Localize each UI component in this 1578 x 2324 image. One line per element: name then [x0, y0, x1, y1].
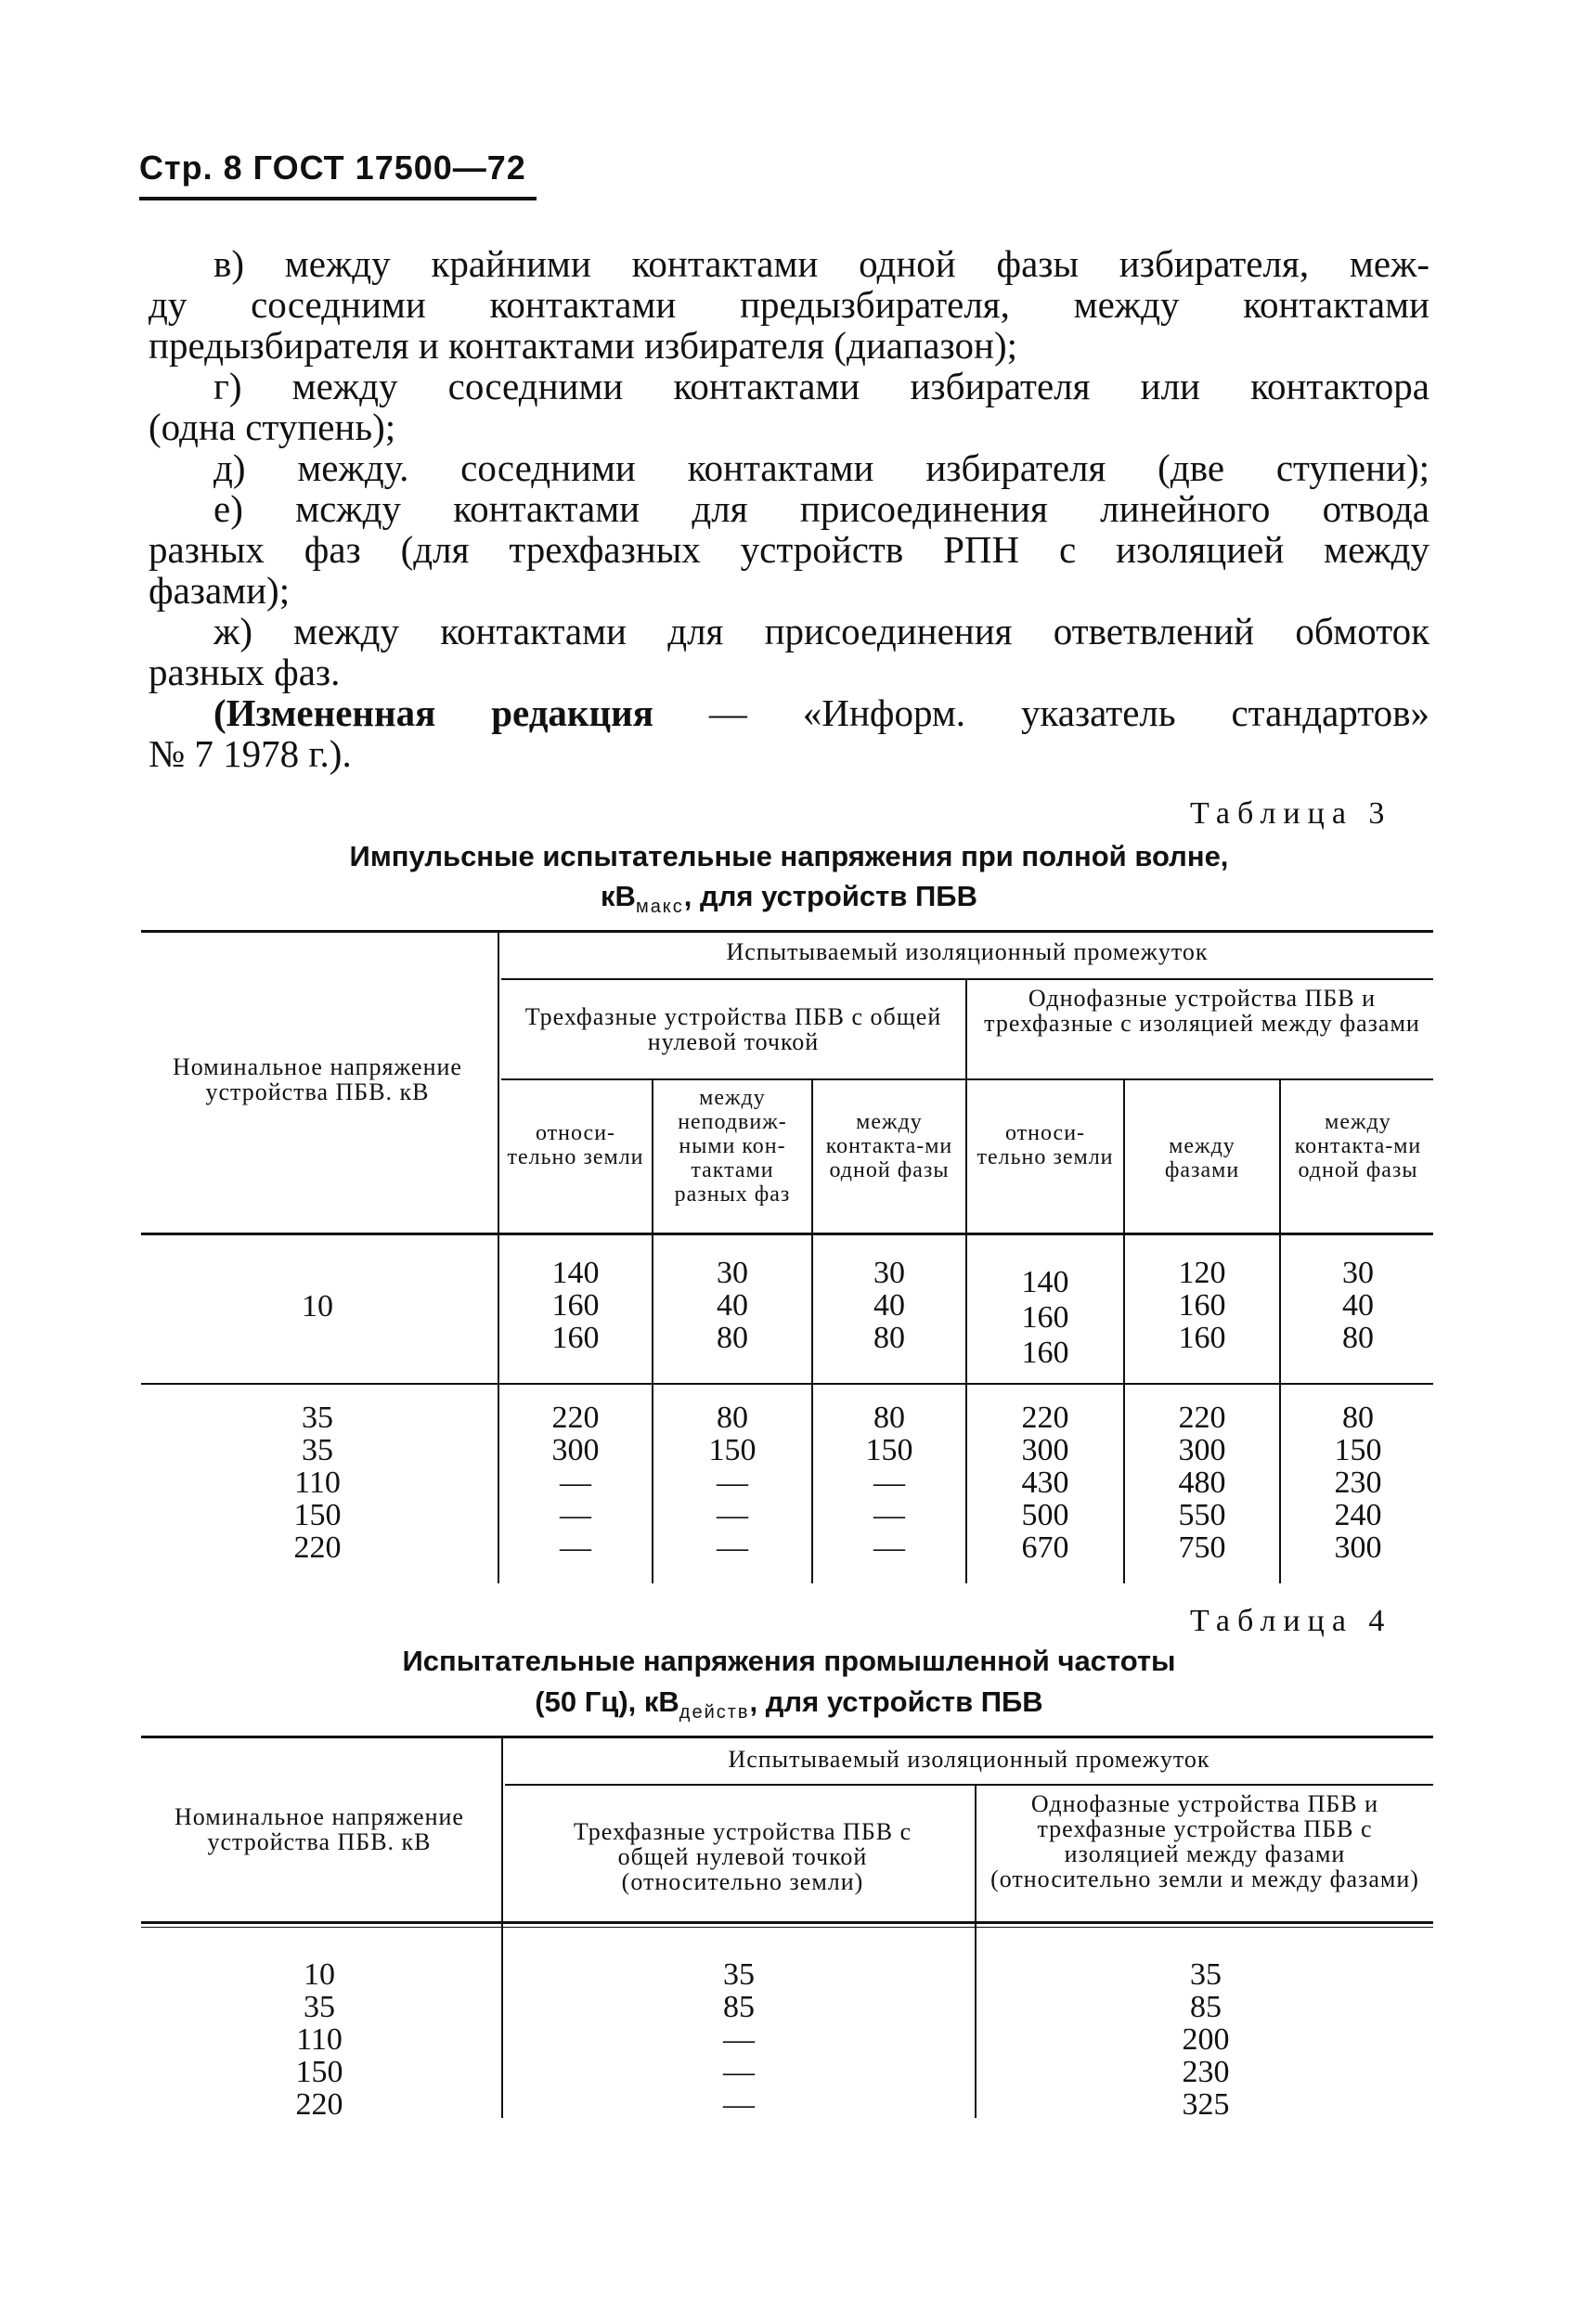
header-rule [139, 197, 537, 200]
table4-value: 85 [1190, 1990, 1222, 2024]
table4-voltage: 150 [295, 2055, 343, 2089]
text-line: д) между. соседними контактами избирателя (две ступени); [213, 446, 1429, 489]
table4-vline [975, 1786, 977, 2118]
table4-title-unit: (50 Гц), кВ [535, 1685, 679, 1718]
text-line: г) между соседними контактами избирателя или контактора [213, 365, 1429, 407]
table3-column [815, 1257, 964, 1354]
table3-column [1127, 1257, 1277, 1354]
table3-value: 40 [717, 1288, 748, 1323]
table3-title-unit: кВ [601, 880, 636, 912]
table3-value: 160 [1021, 1336, 1069, 1370]
table3-column [501, 1257, 650, 1354]
table3-voltage: 35 [302, 1401, 333, 1435]
table3-value: 80 [717, 1401, 748, 1435]
table3-voltage: 220 [293, 1530, 342, 1565]
table4-voltage: 10 [304, 1957, 335, 1992]
table4-voltage: 220 [295, 2087, 343, 2122]
table3-section-rule [141, 1383, 1433, 1385]
edition-note [149, 692, 1429, 733]
page-header: Стр. 8 ГОСТ 17500—72 [139, 148, 526, 187]
table3-value: 120 [1178, 1256, 1226, 1290]
table4-vline [501, 1737, 503, 2118]
table3-title-line2 [139, 880, 1439, 918]
table3-value: 240 [1334, 1498, 1382, 1532]
edition-rest: — «Информ. указатель стандартов» [653, 691, 1429, 734]
table3-value: — [560, 1498, 591, 1532]
table3-value: 480 [1178, 1465, 1226, 1500]
table3-value: 160 [551, 1321, 600, 1355]
table3-header-rule [141, 1233, 1433, 1235]
table3-value: 230 [1334, 1465, 1382, 1500]
table3-vline [1123, 1080, 1125, 1583]
table3-group2: Однофазные устройства ПБВ и трехфазные с изоляцией между фазами [984, 985, 1420, 1037]
table3-value: 160 [551, 1288, 600, 1323]
table3-value: — [717, 1498, 748, 1532]
table3-voltage: 150 [293, 1498, 342, 1532]
table3-value: 300 [551, 1433, 600, 1467]
table4-voltage: 35 [304, 1990, 335, 2024]
table3-value: 80 [1342, 1401, 1374, 1435]
table4-value: 200 [1182, 2022, 1230, 2057]
table3-column [655, 1257, 809, 1354]
table3-rule [501, 978, 1433, 980]
table3-voltage-column [141, 1401, 494, 1564]
table4-value: — [723, 2055, 755, 2089]
table4-col2-header: Однофазные устройства ПБВ и трехфазные устройства ПБВ с изоляцией между фазами (относительно земли и между фазами) [990, 1790, 1419, 1892]
table3-value: — [873, 1530, 905, 1565]
text-line: разных фаз (для трехфазных устройств РПН с изоляцией между [149, 528, 1429, 571]
table3-column [815, 1401, 964, 1564]
table3-top-rule [141, 930, 1433, 933]
table4-column [978, 1958, 1433, 2121]
table3-value: 300 [1178, 1433, 1226, 1467]
table4-title-rest: , для устройств ПБВ [749, 1685, 1043, 1718]
table3-value: 220 [1178, 1401, 1226, 1435]
table3-column [1283, 1401, 1433, 1564]
table3-title-line1: Импульсные испытательные напряжения при полной волне, [349, 840, 1229, 872]
table3-value: 40 [873, 1288, 905, 1323]
edition-bold: (Измененная редакция [213, 691, 653, 734]
table4-label: Таблица 4 [1190, 1604, 1392, 1638]
table3-value: — [717, 1530, 748, 1565]
table3-value: 550 [1178, 1498, 1226, 1532]
table4-value: 35 [723, 1957, 755, 1992]
table3-label: Таблица 3 [1190, 796, 1392, 831]
table3-vline [498, 932, 499, 1583]
table3-voltage: 10 [302, 1289, 333, 1323]
table4-top-rule [141, 1736, 1433, 1738]
table3-vline [652, 1080, 653, 1583]
table3-column [501, 1401, 650, 1564]
table3-value: 160 [1178, 1321, 1226, 1355]
table3-column [969, 1266, 1121, 1372]
table3-col-header: между фазами [1164, 1134, 1240, 1182]
table3-value: 140 [1021, 1265, 1069, 1299]
table4-col1-header: Трехфазные устройства ПБВ с общей нулевой точкой (относительно земли) [573, 1818, 912, 1895]
table3-value: 160 [1178, 1288, 1226, 1323]
table3-title-unit-sub: макс [635, 897, 684, 918]
table3-value: 150 [1334, 1433, 1382, 1467]
table3-col-header: относи-тельно земли [507, 1121, 644, 1169]
text-line: разных фаз. [149, 651, 341, 693]
table3-value: — [873, 1465, 905, 1500]
table3-value: 30 [873, 1256, 905, 1290]
table3-value: 150 [865, 1433, 913, 1467]
table3-rule [501, 1078, 1433, 1080]
table3-value: 220 [551, 1401, 600, 1435]
table4-voltage: 110 [296, 2022, 343, 2057]
table4-value: 230 [1182, 2055, 1230, 2089]
table3-value: 40 [1342, 1288, 1374, 1323]
table3-column [655, 1401, 809, 1564]
table3-voltage: 110 [294, 1465, 341, 1500]
text-line: е) мсжду контактами для присоединения линейного отвода [213, 487, 1429, 530]
table4-value: — [723, 2087, 755, 2122]
table3-value: — [560, 1465, 591, 1500]
table3-value: 160 [1021, 1300, 1069, 1335]
table3-head-span: Испытываемый изоляционный промежуток [726, 938, 1209, 965]
text-line: ду соседними контактами предызбирателя, между контактами [149, 283, 1429, 326]
table3-value: 430 [1021, 1465, 1069, 1500]
table3-value: — [873, 1498, 905, 1532]
table3-value: 300 [1334, 1530, 1382, 1565]
table3-value: 750 [1178, 1530, 1226, 1565]
table3-group1: Трехфазные устройства ПБВ с общей нулевой точкой [524, 1003, 942, 1055]
table3-value: 300 [1021, 1433, 1069, 1467]
table3-column [1127, 1401, 1277, 1564]
table4-header-rule [141, 1921, 1433, 1924]
table4-head-voltage: Номинальное напряжение устройства ПБВ. кВ [175, 1803, 464, 1855]
table3-voltage: 35 [302, 1433, 333, 1467]
table3-value: 140 [551, 1256, 600, 1290]
text-line: в) между крайними контактами одной фазы избирателя, меж- [213, 242, 1429, 285]
table4-value: 85 [723, 1990, 755, 2024]
table4-title-line2 [139, 1685, 1439, 1724]
edition-note-line2: № 7 1978 г.). [149, 732, 352, 775]
table3-column [1283, 1257, 1433, 1354]
table3-value: 80 [873, 1321, 905, 1355]
table4-value: 325 [1182, 2087, 1230, 2122]
text-line: фазами); [149, 569, 291, 612]
table3-value: 150 [708, 1433, 757, 1467]
table4-header-rule-thin [141, 1927, 1433, 1928]
table3-value: 80 [873, 1401, 905, 1435]
table3-value: — [560, 1530, 591, 1565]
table3-col-header: между контакта-ми одной фазы [1294, 1110, 1422, 1182]
text-line: ж) между контактами для присоединения ответвлений обмоток [213, 610, 1429, 652]
text-line: (одна ступень); [149, 406, 396, 448]
table4-voltage-column [141, 1958, 498, 2121]
table3-col-header: относи-тельно земли [977, 1121, 1114, 1169]
table3-vline [965, 980, 967, 1583]
table3-vline [1279, 1080, 1281, 1583]
table3-vline [811, 1080, 813, 1583]
text-line: предызбирателя и контактами избирателя (диапазон); [149, 324, 1017, 367]
table3-value: 80 [717, 1321, 748, 1355]
table3-value: 30 [717, 1256, 748, 1290]
table3-value: — [717, 1465, 748, 1500]
table4-head-span: Испытываемый изоляционный промежуток [728, 1746, 1210, 1773]
table3-col-header: между неподвиж-ными кон-тактами разных фаз [674, 1086, 791, 1207]
table3-column [969, 1401, 1121, 1564]
table3-value: 220 [1021, 1401, 1069, 1435]
table4-title-unit-sub: действ [679, 1702, 750, 1724]
table3-value: 670 [1021, 1530, 1069, 1565]
table3-value: 30 [1342, 1256, 1374, 1290]
table4-value: 35 [1190, 1957, 1222, 1992]
table3-head-voltage: Номинальное напряжение устройства ПБВ. кВ [173, 1053, 462, 1105]
table3-value: 500 [1021, 1498, 1069, 1532]
table4-title-line1: Испытательные напряжения промышленной частоты [402, 1645, 1176, 1677]
table4-value: — [723, 2022, 755, 2057]
table3-title-rest: , для устройств ПБВ [683, 880, 977, 912]
body-text [149, 243, 1429, 774]
table4-rule [505, 1784, 1433, 1786]
table3-col-header: между контакта-ми одной фазы [825, 1110, 953, 1182]
table4-column [505, 1958, 973, 2121]
table3-value: 80 [1342, 1321, 1374, 1355]
